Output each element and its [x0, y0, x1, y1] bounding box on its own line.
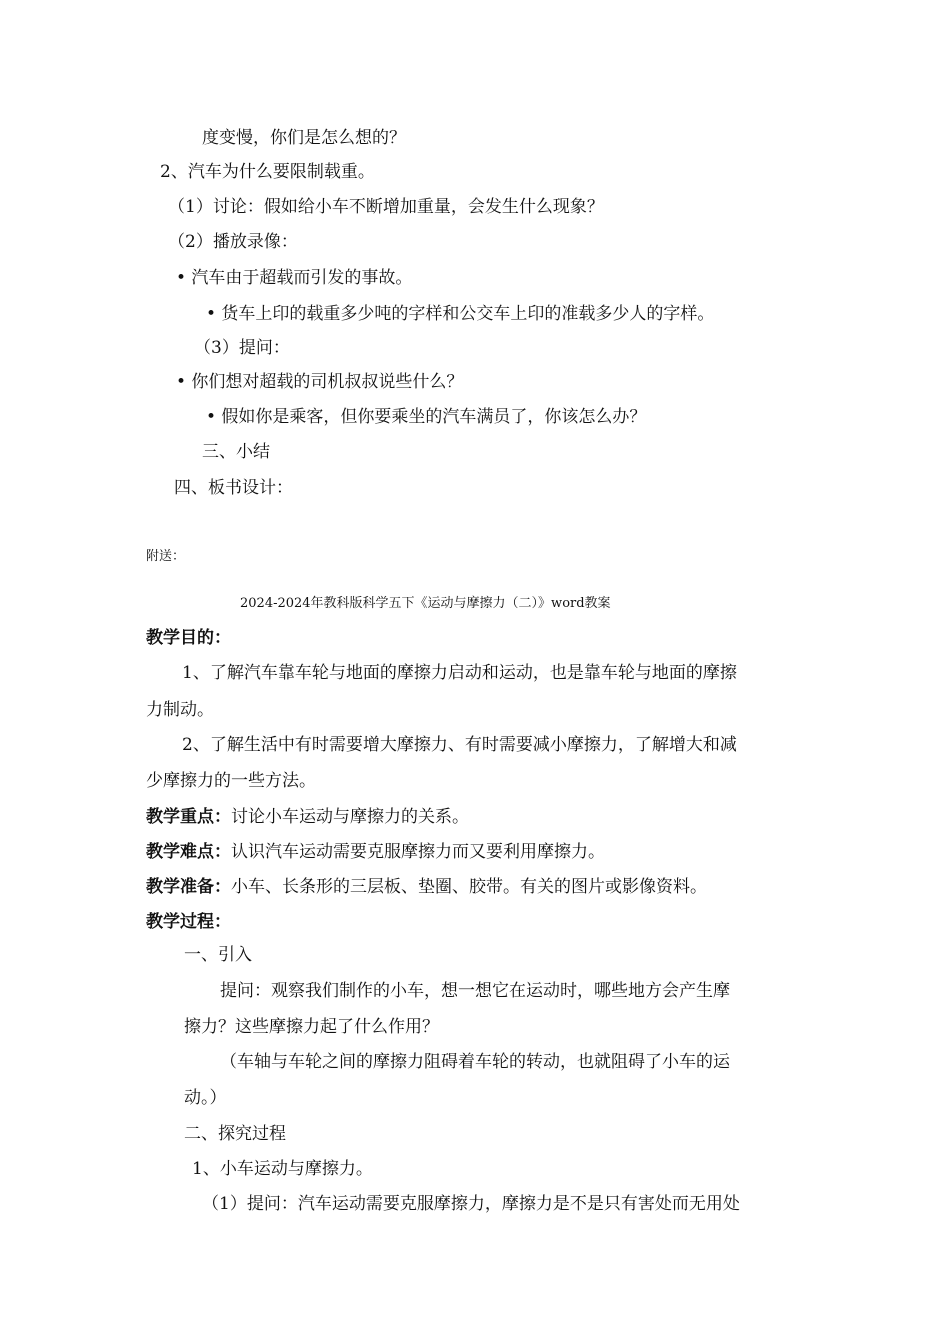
- goals-heading: 教学目的：: [146, 628, 231, 648]
- text-line: 提问：观察我们制作的小车，想一想它在运动时，哪些地方会产生摩: [220, 981, 730, 1001]
- text-line: （1）提问：汽车运动需要克服摩擦力，摩擦力是不是只有害处而无用处: [202, 1194, 740, 1214]
- text-line: （3）提问：: [194, 338, 290, 358]
- bullet-line: • 假如你是乘客，但你要乘坐的汽车满员了，你该怎么办？: [206, 407, 647, 427]
- text-line: 度变慢，你们是怎么想的？: [202, 128, 406, 148]
- section-heading: 一、引入: [184, 945, 252, 965]
- key-point-text: 讨论小车运动与摩擦力的关系。: [231, 807, 469, 827]
- text-line: 2、了解生活中有时需要增大摩擦力、有时需要减小摩擦力，了解增大和减: [182, 735, 737, 755]
- text-line: 1、小车运动与摩擦力。: [192, 1159, 373, 1179]
- document-title: 2024-2024年教科版科学五下《运动与摩擦力（二）》word教案: [240, 596, 611, 611]
- bullet-line: • 汽车由于超载而引发的事故。: [176, 268, 413, 288]
- appendix-label: 附送：: [146, 549, 186, 564]
- section-heading: 三、小结: [202, 442, 270, 462]
- process-heading: 教学过程：: [146, 912, 231, 932]
- preparation-line: [146, 875, 707, 899]
- text-line: 擦力？这些摩擦力起了什么作用？: [184, 1017, 439, 1037]
- text-line: （车轴与车轮之间的摩擦力阻碍着车轮的转动，也就阻碍了小车的运: [220, 1052, 730, 1072]
- text-line: （1）讨论：假如给小车不断增加重量，会发生什么现象？: [168, 197, 604, 217]
- text-line: 少摩擦力的一些方法。: [146, 771, 316, 791]
- bullet-line: • 货车上印的载重多少吨的字样和公交车上印的准载多少人的字样。: [206, 304, 715, 324]
- preparation-label: 教学准备：: [146, 877, 231, 897]
- difficulty-label: 教学难点：: [146, 842, 231, 862]
- key-point-line: [146, 805, 469, 829]
- text-line: 动。）: [184, 1088, 227, 1108]
- section-heading: 二、探究过程: [184, 1124, 286, 1144]
- key-point-label: 教学重点：: [146, 807, 231, 827]
- difficulty-line: [146, 840, 605, 864]
- difficulty-text: 认识汽车运动需要克服摩擦力而又要利用摩擦力。: [231, 842, 605, 862]
- text-line: 力制动。: [146, 700, 214, 720]
- section-heading: 四、板书设计：: [174, 478, 293, 498]
- text-line: （2）播放录像：: [168, 232, 298, 252]
- preparation-text: 小车、长条形的三层板、垫圈、胶带。有关的图片或影像资料。: [231, 877, 707, 897]
- text-line: 2、汽车为什么要限制载重。: [160, 162, 375, 182]
- text-line: 1、了解汽车靠车轮与地面的摩擦力启动和运动，也是靠车轮与地面的摩擦: [182, 663, 737, 683]
- bullet-line: • 你们想对超载的司机叔叔说些什么？: [176, 372, 464, 392]
